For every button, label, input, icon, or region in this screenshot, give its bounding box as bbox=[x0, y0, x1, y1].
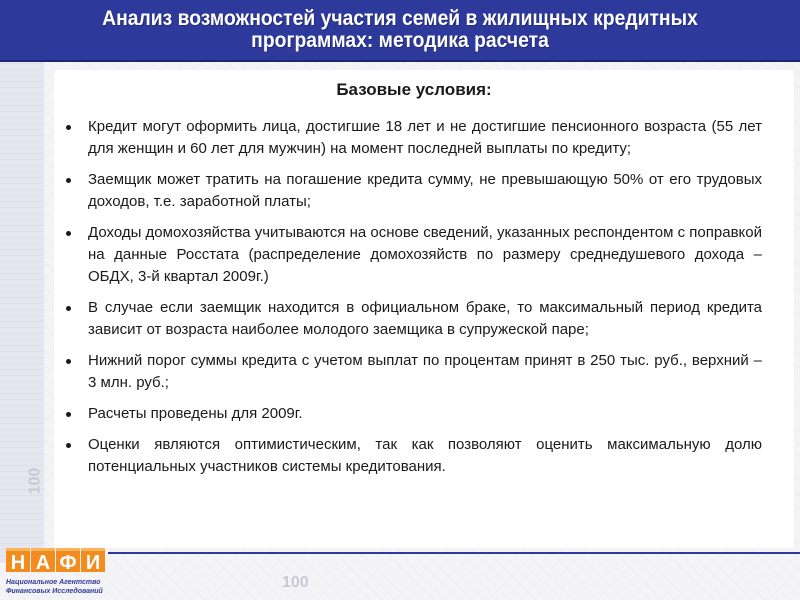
bullet-text: Кредит могут оформить лица, достигшие 18 лет и не достигшие пенсионного возраста (55 лет для женщин и 60 лет для мужчин) на момент последней выплаты по кредиту; bbox=[88, 118, 762, 157]
content-panel bbox=[54, 70, 794, 548]
bullet-text: Расчеты проведены для 2009г. bbox=[88, 405, 303, 422]
bullet-text: Нижний порог суммы кредита с учетом выплат по процентам принят в 250 тыс. руб., верхний – 3 млн. руб.; bbox=[88, 352, 762, 391]
section-subtitle: Базовые условия: bbox=[336, 80, 492, 99]
bullet-dot-icon bbox=[66, 178, 71, 183]
decorative-number: 100 bbox=[26, 467, 44, 495]
bullet-item bbox=[66, 434, 762, 478]
bullet-dot-icon bbox=[66, 125, 71, 130]
bullet-text: В случае если заемщик находится в официальном браке, то максимальный период кредита зависит от возраста наиболее молодого заемщика в супружеской паре; bbox=[88, 299, 762, 338]
bullet-list bbox=[66, 116, 762, 487]
slide-title: Анализ возможностей участия семей в жилищных кредитных программах: методика расчета bbox=[102, 7, 698, 52]
footer-divider bbox=[108, 552, 800, 554]
bullet-text: Доходы домохозяйства учитываются на основе сведений, указанных респондентом с поправкой на данные Росстата (распределение домохозяйств по размеру среднедушевого дохода – ОБДХ, 3-й квартал 2009г.) bbox=[88, 224, 762, 285]
logo-letter: А bbox=[31, 548, 55, 572]
bullet-item bbox=[66, 297, 762, 341]
bullet-dot-icon bbox=[66, 231, 71, 236]
bullet-item bbox=[66, 350, 762, 394]
logo-letter: И bbox=[81, 548, 105, 572]
bullet-item bbox=[66, 116, 762, 160]
bullet-text: Оценки являются оптимистическим, так как позволяют оценить максимальную долю потенциальных участников системы кредитования. bbox=[88, 436, 762, 475]
nafi-logo bbox=[4, 548, 108, 598]
bullet-dot-icon bbox=[66, 443, 71, 448]
logo-caption-line1: Национальное Агентство bbox=[6, 579, 101, 586]
bullet-item bbox=[66, 169, 762, 213]
slide-header bbox=[0, 0, 800, 62]
bullet-item bbox=[66, 222, 762, 288]
logo-caption-line2: Финансовых Исследований bbox=[6, 588, 103, 595]
decorative-number: 100 bbox=[282, 574, 309, 591]
logo-letters bbox=[6, 548, 105, 572]
bullet-item bbox=[66, 403, 762, 425]
bullet-dot-icon bbox=[66, 306, 71, 311]
logo-letter: Н bbox=[6, 548, 30, 572]
logo-letter: Ф bbox=[56, 548, 80, 572]
bullet-dot-icon bbox=[66, 412, 71, 417]
bullet-dot-icon bbox=[66, 359, 71, 364]
bullet-text: Заемщик может тратить на погашение кредита сумму, не превышающую 50% от его трудовых доходов, т.е. заработной платы; bbox=[88, 171, 762, 210]
